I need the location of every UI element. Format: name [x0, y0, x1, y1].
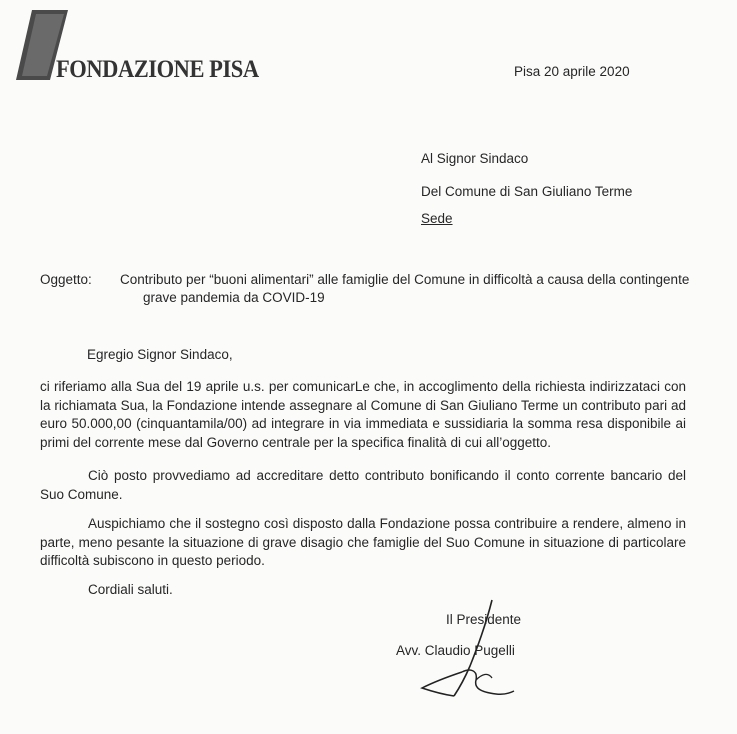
handwritten-signature [400, 596, 520, 706]
recipient-line-1: Al Signor Sindaco [421, 151, 529, 166]
body-paragraph-2: Ciò posto provvediamo ad accreditare detto contributo bonificando il conto corrente bancario del Suo Comune. [40, 468, 686, 502]
recipient-line-2: Del Comune di San Giuliano Terme [421, 184, 633, 199]
signatory-name: Avv. Claudio Pugelli [396, 643, 515, 658]
body-paragraph-1: ci riferiamo alla Sua del 19 aprile u.s. per comunicarLe che, in accoglimento della richiesta indirizzataci con la richiamata Sua, la Fondazione intende assegnare al Comune di San Giuliano Terme un contributo pari ad euro 50.000,00 (cinquantamila/00) ad integrare in via immediata e sussidiaria la somma resa disponibile ai primi del corrente mese dal Governo centrale per la specifica finalità di cui all’oggetto. [40, 379, 686, 450]
signatory-title: Il Presidente [446, 612, 522, 627]
body-paragraph-3: Auspichiamo che il sostegno così disposto dalla Fondazione possa contribuire a rendere, almeno in parte, meno pesante la situazione di grave disagio che famiglie del Suo Comune in situazione di particolare difficoltà subiscono in questo periodo. [40, 516, 686, 568]
salutation: Egregio Signor Sindaco, [87, 347, 233, 362]
subject-line-1: Contributo per “buoni alimentari” alle famiglie del Comune in difficoltà a causa della contingente [120, 272, 690, 287]
org-logo-text: FONDAZIONE PISA [56, 56, 259, 83]
subject-line-2: grave pandemia da COVID-19 [143, 290, 325, 305]
recipient-line-3: Sede [421, 211, 453, 226]
letter-date: Pisa 20 aprile 2020 [514, 64, 630, 79]
subject-label: Oggetto: [40, 272, 92, 287]
closing: Cordiali saluti. [88, 582, 173, 597]
